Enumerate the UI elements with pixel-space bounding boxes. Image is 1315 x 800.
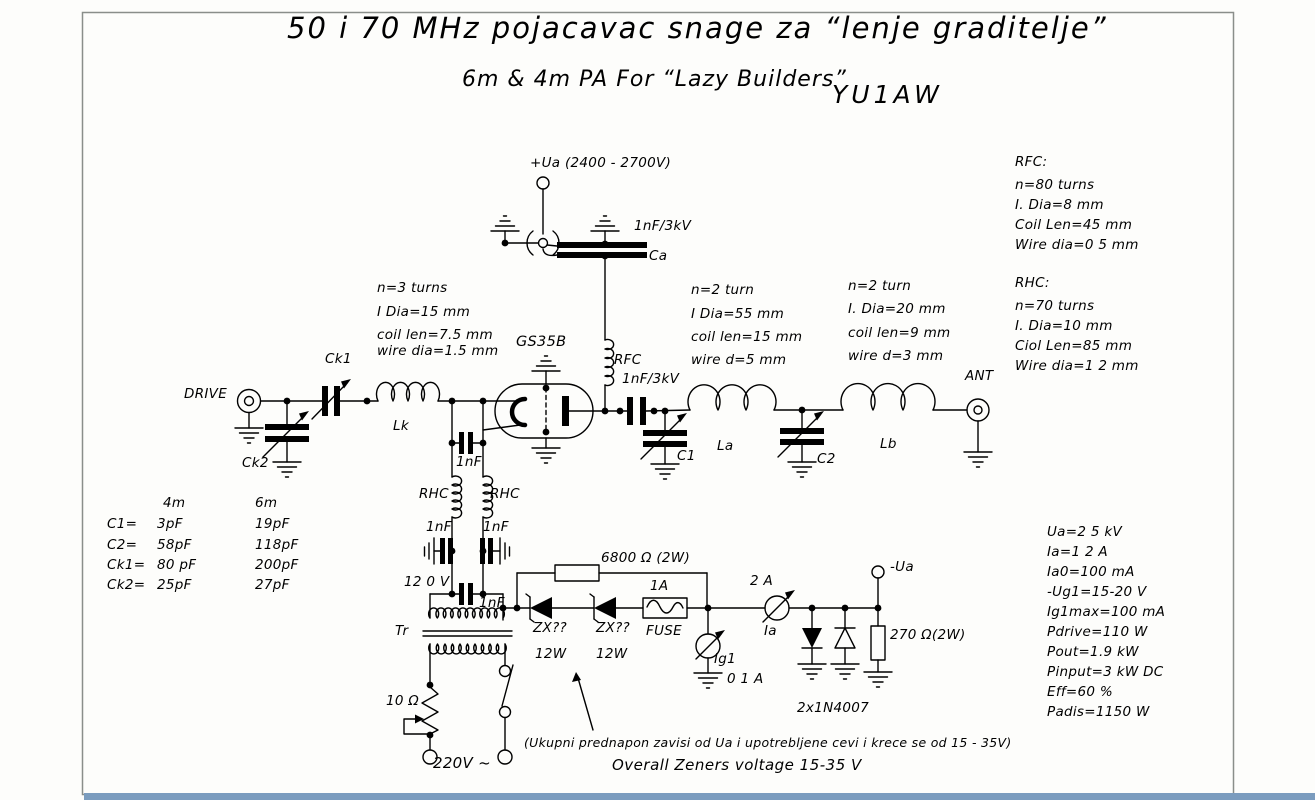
lb-spec-line: wire d=3 mm	[848, 348, 944, 364]
rfc-spec-line: I. Dia=8 mm	[1015, 197, 1104, 213]
mains-circuit	[404, 644, 513, 764]
zener2	[594, 597, 616, 619]
label-supply-pos: +Ua (2400 - 2700V)	[530, 155, 672, 171]
lk-spec-line: coil len=7.5 mm	[377, 327, 493, 343]
cap-table-cell: 27pF	[255, 577, 290, 593]
label-ant: ANT	[965, 368, 994, 384]
label-drive: DRIVE	[184, 386, 228, 402]
tube-param: Padis=1150 W	[1047, 704, 1150, 720]
la-spec-line: coil len=15 mm	[691, 329, 803, 345]
rhc-spec-line: Wire dia=1 2 mm	[1015, 358, 1139, 374]
rfc-spec-line: n=80 turns	[1015, 177, 1095, 193]
neg-ua-branch	[798, 566, 892, 687]
mains-switch	[502, 665, 513, 706]
hv-supply-input	[491, 177, 559, 255]
ia-meter	[763, 590, 878, 622]
anode	[562, 396, 569, 426]
label-ca-value: 1nF/3kV	[634, 218, 692, 234]
label-zener1: ZX??	[533, 620, 568, 636]
lb-spec-line: n=2 turn	[848, 278, 912, 294]
label-diodes: 2x1N4007	[797, 700, 870, 716]
label-rheostat: 10 Ω	[386, 693, 419, 709]
ant-connector	[964, 399, 992, 467]
cap-table-row-label: Ck2=	[107, 577, 146, 593]
label-grid-meter: Ig1	[714, 651, 737, 667]
feedthrough-capacitor	[539, 239, 548, 248]
label-r-neg: 270 Ω(2W)	[890, 627, 966, 643]
label-anode-meter: Ia	[764, 623, 777, 639]
tube-param: Ia=1 2 A	[1047, 544, 1108, 560]
label-mains: 220V ~	[433, 754, 492, 772]
rfc-spec-line: Wire dia=0 5 mm	[1015, 237, 1139, 253]
rhc-spec-line: Ciol Len=85 mm	[1015, 338, 1133, 354]
label-bypass-left: 1nF	[426, 519, 452, 535]
zener1	[530, 597, 552, 619]
cap-table-cell: 200pF	[255, 557, 299, 573]
junction-dots	[284, 240, 882, 739]
label-coupling-value: 1nF/3kV	[622, 371, 680, 387]
la-coil	[688, 385, 843, 410]
rhc-spec-heading: RHC:	[1015, 275, 1050, 291]
cap-table-row-label: Ck1=	[107, 557, 146, 573]
label-bleeder: 6800 Ω (2W)	[601, 550, 691, 566]
rheostat-10ohm	[422, 687, 438, 734]
label-transformer: Tr	[395, 623, 409, 639]
lk-spec-line: I Dia=15 mm	[377, 304, 471, 320]
rhc-choke-left	[452, 476, 462, 518]
label-zener2: ZX??	[596, 620, 631, 636]
resistor-270	[871, 626, 885, 660]
bias-chain	[517, 594, 765, 622]
note-arrow	[572, 672, 593, 730]
label-la: La	[717, 438, 734, 454]
cap-table-cell: 58pF	[157, 537, 192, 553]
bottom-scroll-strip	[84, 793, 1315, 800]
cathode-bridge-cap-1	[452, 432, 483, 454]
c1-capacitor	[641, 411, 687, 479]
la-spec-line: n=2 turn	[691, 282, 755, 298]
rhc-spec-line: n=70 turns	[1015, 298, 1095, 314]
cap-table-cell: 19pF	[255, 516, 290, 532]
label-rhc-left: RHC	[419, 486, 449, 502]
tube-param: Pout=1.9 kW	[1047, 644, 1139, 660]
label-ck1: Ck1	[325, 351, 352, 367]
cathode	[512, 399, 525, 425]
rhc-spec-line: I. Dia=10 mm	[1015, 318, 1113, 334]
tube-param: Ig1max=100 mA	[1047, 604, 1166, 620]
page-title: 50 i 70 MHz pojacavac snage za “lenje graditelje”	[287, 11, 1108, 45]
tube-param: -Ug1=15-20 V	[1047, 584, 1147, 600]
rfc-spec-line: Coil Len=45 mm	[1015, 217, 1133, 233]
cap-table-cell: 118pF	[255, 537, 299, 553]
label-bypass-right: 1nF	[483, 519, 509, 535]
label-zener1-power: 12W	[535, 646, 567, 662]
ck2-capacitor	[263, 401, 309, 477]
label-rhc-right: RHC	[490, 486, 520, 502]
lk-spec-line: n=3 turns	[377, 280, 448, 296]
la-spec-line: wire d=5 mm	[691, 352, 787, 368]
lb-spec-line: I. Dia=20 mm	[848, 301, 946, 317]
rfc-spec-heading: RFC:	[1015, 154, 1048, 170]
diode-1n4007-b	[835, 628, 855, 648]
label-c2: C2	[817, 451, 836, 467]
cap-table-cell: 25pF	[157, 577, 192, 593]
cap-table-cell: 3pF	[157, 516, 183, 532]
fuse	[643, 598, 687, 618]
cap-table-header-6m: 6m	[255, 495, 278, 511]
tube-param: Ua=2 5 kV	[1047, 524, 1122, 540]
label-zener2-power: 12W	[596, 646, 628, 662]
label-cath-cap2: 1nF	[479, 595, 505, 611]
lk-spec-line: wire dia=1.5 mm	[377, 343, 499, 359]
note-serbian: (Ukupni prednapon zavisi od Ua i upotrebljene cevi i krece se od 15 - 35V)	[524, 735, 1012, 750]
label-ca-name: Ca	[649, 248, 668, 264]
label-anode-meter-range: 2 A	[750, 573, 774, 589]
label-cath-cap1: 1nF	[456, 454, 482, 470]
label-fuse-rating: 1A	[650, 578, 669, 594]
diode-1n4007-a	[802, 628, 822, 648]
ig1-meter	[694, 608, 725, 688]
label-c1: C1	[677, 448, 696, 464]
label-heater-voltage: 12 0 V	[404, 574, 450, 590]
cap-table-cell: 80 pF	[157, 557, 197, 573]
tube-param: Eff=60 %	[1047, 684, 1114, 700]
tube-param: Pdrive=110 W	[1047, 624, 1148, 640]
label-supply-neg: -Ua	[890, 559, 914, 575]
rfc-choke	[605, 258, 614, 411]
label-grid-meter-range: 0 1 A	[727, 671, 764, 687]
lb-coil	[841, 384, 967, 410]
page-subtitle: 6m & 4m PA For “Lazy Builders”	[462, 67, 847, 92]
label-tube: GS35B	[516, 334, 567, 350]
label-fuse: FUSE	[646, 623, 682, 639]
tube-param: Pinput=3 kW DC	[1047, 664, 1164, 680]
tube-param: Ia0=100 mA	[1047, 564, 1135, 580]
note-english: Overall Zeners voltage 15-35 V	[612, 756, 862, 774]
label-rfc: RFC	[614, 352, 642, 368]
la-spec-line: I Dia=55 mm	[691, 306, 785, 322]
cap-table-row-label: C2=	[107, 537, 138, 553]
label-lb: Lb	[880, 436, 897, 452]
primary-winding	[429, 644, 507, 654]
cap-table-row-label: C1=	[107, 516, 138, 532]
label-ck2: Ck2	[242, 455, 269, 471]
callsign: YU1AW	[832, 80, 943, 109]
label-lk: Lk	[393, 418, 409, 434]
drive-connector	[235, 390, 322, 444]
cap-table-header-4m: 4m	[163, 495, 186, 511]
lb-spec-line: coil len=9 mm	[848, 325, 951, 341]
